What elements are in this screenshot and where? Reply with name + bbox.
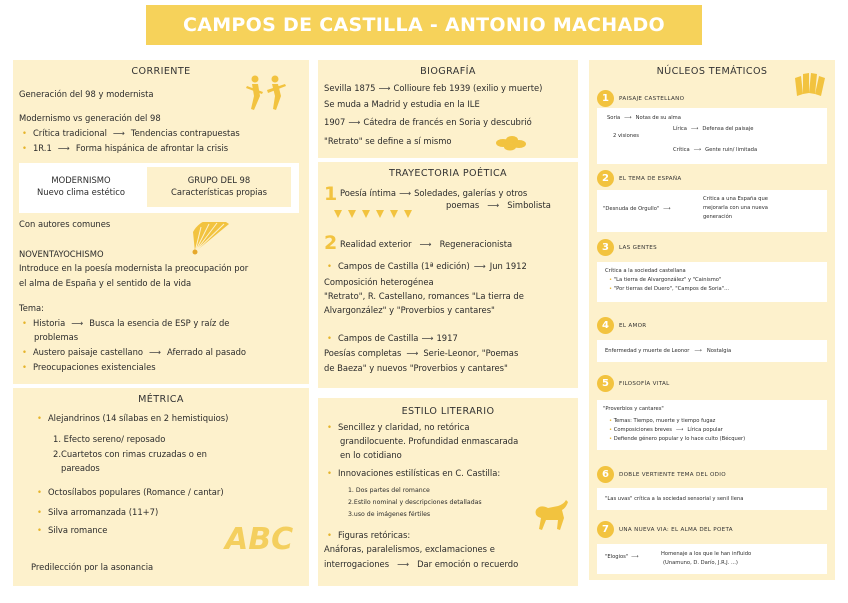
tema-bullet-2: • Austero paisaje castellano ⟶ Aferrado al pasado — [22, 347, 246, 359]
corriente-bullet-1: • Crítica tradicional ⟶ Tendencias contrapuestas — [22, 128, 240, 140]
biografia-line-4: "Retrato" se define a sí mismo — [324, 136, 452, 146]
wheat-fan-icon — [793, 70, 829, 100]
n3-line-3: • "Por tierras del Duero", "Campos de Soria"... — [609, 286, 730, 292]
modernismo-text: Nuevo clima estético — [37, 186, 125, 197]
n1-lirica: Lírica ⟶ Defensa del paisaje — [673, 126, 754, 132]
n6-line: "Las uvas" crítica a la sociedad sensorial y senil llena — [605, 496, 744, 502]
nucleo-6-title: DOBLE VERTIENTE TEMA DEL ODIO — [619, 472, 726, 478]
metrica-bullet-1: • Alejandrinos (14 sílabas en 2 hemistiquios) — [37, 413, 228, 425]
noventayochismo-title: NOVENTAYOCHISMO — [19, 249, 104, 259]
trayectoria-number-1: 1 — [324, 183, 338, 205]
trayectoria-point-1-cont: poemas ⟶ Simbolista — [446, 200, 551, 210]
trayectoria-line-c4: Poesías completas ⟶ Serie-Leonor, "Poemas — [324, 348, 519, 358]
n7-right-1: Homenaje a los que le han influido — [661, 551, 752, 557]
trayectoria-line-c2: "Retrato", R. Castellano, romances "La tierra de — [324, 291, 524, 301]
nucleo-1-number: 1 — [597, 90, 614, 107]
tema-label: Tema: — [19, 303, 44, 313]
tema-bullet-1-cont: problemas — [34, 332, 79, 342]
biografia-panel — [318, 60, 578, 158]
nucleo-3-title: LAS GENTES — [619, 245, 657, 251]
estilo-sub-2: 2.Estilo nominal y descripciones detalladas — [348, 499, 482, 506]
trayectoria-bullet-2: • Campos de Castilla ⟶ 1917 — [327, 333, 458, 345]
corriente-line-2: Modernismo vs generación del 98 — [19, 113, 161, 123]
metrica-sub-1: 1. Efecto sereno/ reposado — [53, 434, 166, 444]
n5-line-4: • Defiende género popular y lo hace culto (Bécquer) — [609, 436, 746, 442]
tema-bullet-3: • Preocupaciones existenciales — [22, 362, 156, 374]
dancing-figures-icon — [245, 74, 287, 112]
nucleo-3-box — [597, 262, 827, 302]
trayectoria-point-2: Realidad exterior ⟶ Regeneracionista — [340, 239, 513, 249]
noventayochismo-text-2: el alma de España y el sentido de la vida — [19, 278, 192, 288]
n1-critica: Crítica ⟶ Gente ruin/ limitada — [673, 147, 758, 153]
n5-line-2: • Temas: Tiempo, muerte y tiempo fugaz — [609, 418, 716, 424]
fan-icon — [189, 222, 237, 256]
estilo-bullet-1: • Sencillez y claridad, no retórica — [327, 422, 470, 434]
n7-right-2: (Unamuno, D. Darío, J.R.J. ...) — [663, 560, 738, 566]
biografia-line-1: Sevilla 1875 ⟶ Collioure feb 1939 (exilio y muerte) — [324, 83, 543, 93]
metrica-bullet-3: • Silva arromanzada (11+7) — [37, 507, 158, 519]
olive-branch-icon — [494, 133, 528, 153]
metrica-heading: MÉTRICA — [138, 394, 184, 405]
corriente-line-1: Generación del 98 y modernista — [19, 89, 154, 99]
nucleo-4-box — [597, 340, 827, 362]
trayectoria-heading: TRAYECTORIA POÉTICA — [388, 168, 508, 179]
n7-left: "Elogios" ⟶ — [605, 554, 639, 560]
grupo98-text: Características propias — [171, 186, 267, 197]
metrica-panel — [13, 388, 309, 586]
estilo-bullet-3: • Figuras retóricas: — [327, 530, 410, 542]
abc-decoration: ABC — [225, 522, 294, 557]
nucleos-heading: NÚCLEOS TEMÁTICOS — [656, 66, 768, 77]
autores-comunes: Con autores comunes — [19, 219, 111, 229]
leaf-garland-icon — [332, 207, 422, 221]
nucleo-1-box — [597, 108, 827, 164]
nucleo-1-title: PAISAJE CASTELLANO — [619, 96, 685, 102]
metrica-bullet-2: • Octosílabos populares (Romance / cantar) — [37, 487, 224, 499]
trayectoria-bullet-1: • Campos de Castilla (1ª edición) ⟶ Jun 1912 — [327, 261, 527, 273]
metrica-sub-2-cont: pareados — [61, 463, 100, 473]
bull-icon — [530, 496, 570, 536]
metrica-sub-2: 2.Cuartetos con rimas cruzadas o en — [53, 449, 207, 459]
estilo-heading: ESTILO LITERARIO — [401, 406, 495, 417]
nucleo-6-number: 6 — [597, 466, 614, 483]
nucleo-2-box — [597, 190, 827, 232]
metrica-footer: Predilección por la asonancia — [31, 562, 154, 572]
page-title: CAMPOS DE CASTILLA - ANTONIO MACHADO — [146, 5, 702, 45]
trayectoria-number-2: 2 — [324, 232, 338, 254]
trayectoria-point-1: Poesía íntima ⟶ Soledades, galerías y otros — [340, 188, 528, 198]
nucleo-2-number: 2 — [597, 170, 614, 187]
tema-bullet-1: • Historia ⟶ Busca la esencia de ESP y raíz de — [22, 318, 229, 330]
metrica-bullet-4: • Silva romance — [37, 525, 107, 537]
estilo-sub-3: 3.uso de imágenes fértiles — [348, 511, 431, 518]
nucleo-3-number: 3 — [597, 239, 614, 256]
nucleos-panel — [589, 60, 835, 580]
nucleo-5-number: 5 — [597, 375, 614, 392]
n2-right-2: mejorarla con una nueva — [703, 205, 768, 211]
estilo-bullet-2: • Innovaciones estilísticas en C. Castilla: — [327, 468, 500, 480]
n2-right-3: generación — [703, 214, 733, 220]
nucleo-5-box — [597, 400, 827, 450]
nucleo-7-title: UNA NUEVA VIA: EL ALMA DEL POETA — [619, 527, 733, 533]
nucleo-4-title: EL AMOR — [619, 323, 647, 329]
grupo98-title: GRUPO DEL 98 — [187, 175, 251, 185]
comparison-box — [19, 163, 299, 213]
estilo-bullet-1-cont-2: en lo cotidiano — [340, 450, 402, 460]
nucleo-6-box — [597, 488, 827, 510]
n2-left: "Desnuda de Orgullo" ⟶ — [603, 206, 671, 212]
n1-soria: Soria ⟶ Notas de su alma — [607, 115, 681, 121]
nucleo-7-number: 7 — [597, 521, 614, 538]
n3-line-2: • "La tierra de Alvargonzález" y "Cainismo" — [609, 277, 722, 283]
n5-line-3: • Composiciones breves ⟶ Lírica popular — [609, 427, 723, 433]
biografia-heading: BIOGRAFÍA — [420, 66, 476, 77]
n1-visiones: 2 visiones — [613, 133, 639, 139]
nucleo-4-number: 4 — [597, 317, 614, 334]
noventayochismo-text-1: Introduce en la poesía modernista la preocupación por — [19, 263, 249, 273]
corriente-bullet-2: • 1R.1 ⟶ Forma hispánica de afrontar la crisis — [22, 143, 228, 155]
estilo-bullet-1-cont: grandilocuente. Profundidad enmascarada — [340, 436, 519, 446]
nucleo-5-title: FILOSOFÍA VITAL — [619, 381, 670, 387]
n5-line-1: "Proverbios y cantares" — [603, 406, 664, 412]
trayectoria-line-c3: Alvargonzález" y "Proverbios y cantares" — [324, 305, 495, 315]
estilo-figuras-1: Anáforas, paralelismos, exclamaciones e — [324, 544, 495, 554]
trayectoria-panel — [318, 162, 578, 388]
trayectoria-line-c5: de Baeza" y nuevos "Proverbios y cantares" — [324, 363, 508, 373]
biografia-line-3: 1907 ⟶ Cátedra de francés en Soria y descubrió — [324, 117, 532, 127]
estilo-figuras-2: interrogaciones ⟶ Dar emoción o recuerdo — [324, 559, 519, 569]
n2-right-1: Critica a una España que — [703, 196, 768, 202]
modernismo-title: MODERNISMO — [51, 175, 111, 185]
biografia-line-2: Se muda a Madrid y estudia en la ILE — [324, 99, 480, 109]
trayectoria-line-c1: Composición heterogénea — [324, 277, 434, 287]
estilo-panel — [318, 398, 578, 586]
corriente-panel — [13, 60, 309, 384]
n4-line: Enfermedad y muerte de Leonor ⟶ Nostalgia — [605, 348, 732, 354]
nucleo-2-title: EL TEMA DE ESPAÑA — [619, 176, 682, 182]
nucleo-7-box — [597, 544, 827, 574]
corriente-heading: CORRIENTE — [131, 66, 191, 77]
n3-line-1: Crítica a la sociedad castellana — [605, 268, 686, 274]
estilo-sub-1: 1. Dos partes del romance — [348, 487, 430, 494]
